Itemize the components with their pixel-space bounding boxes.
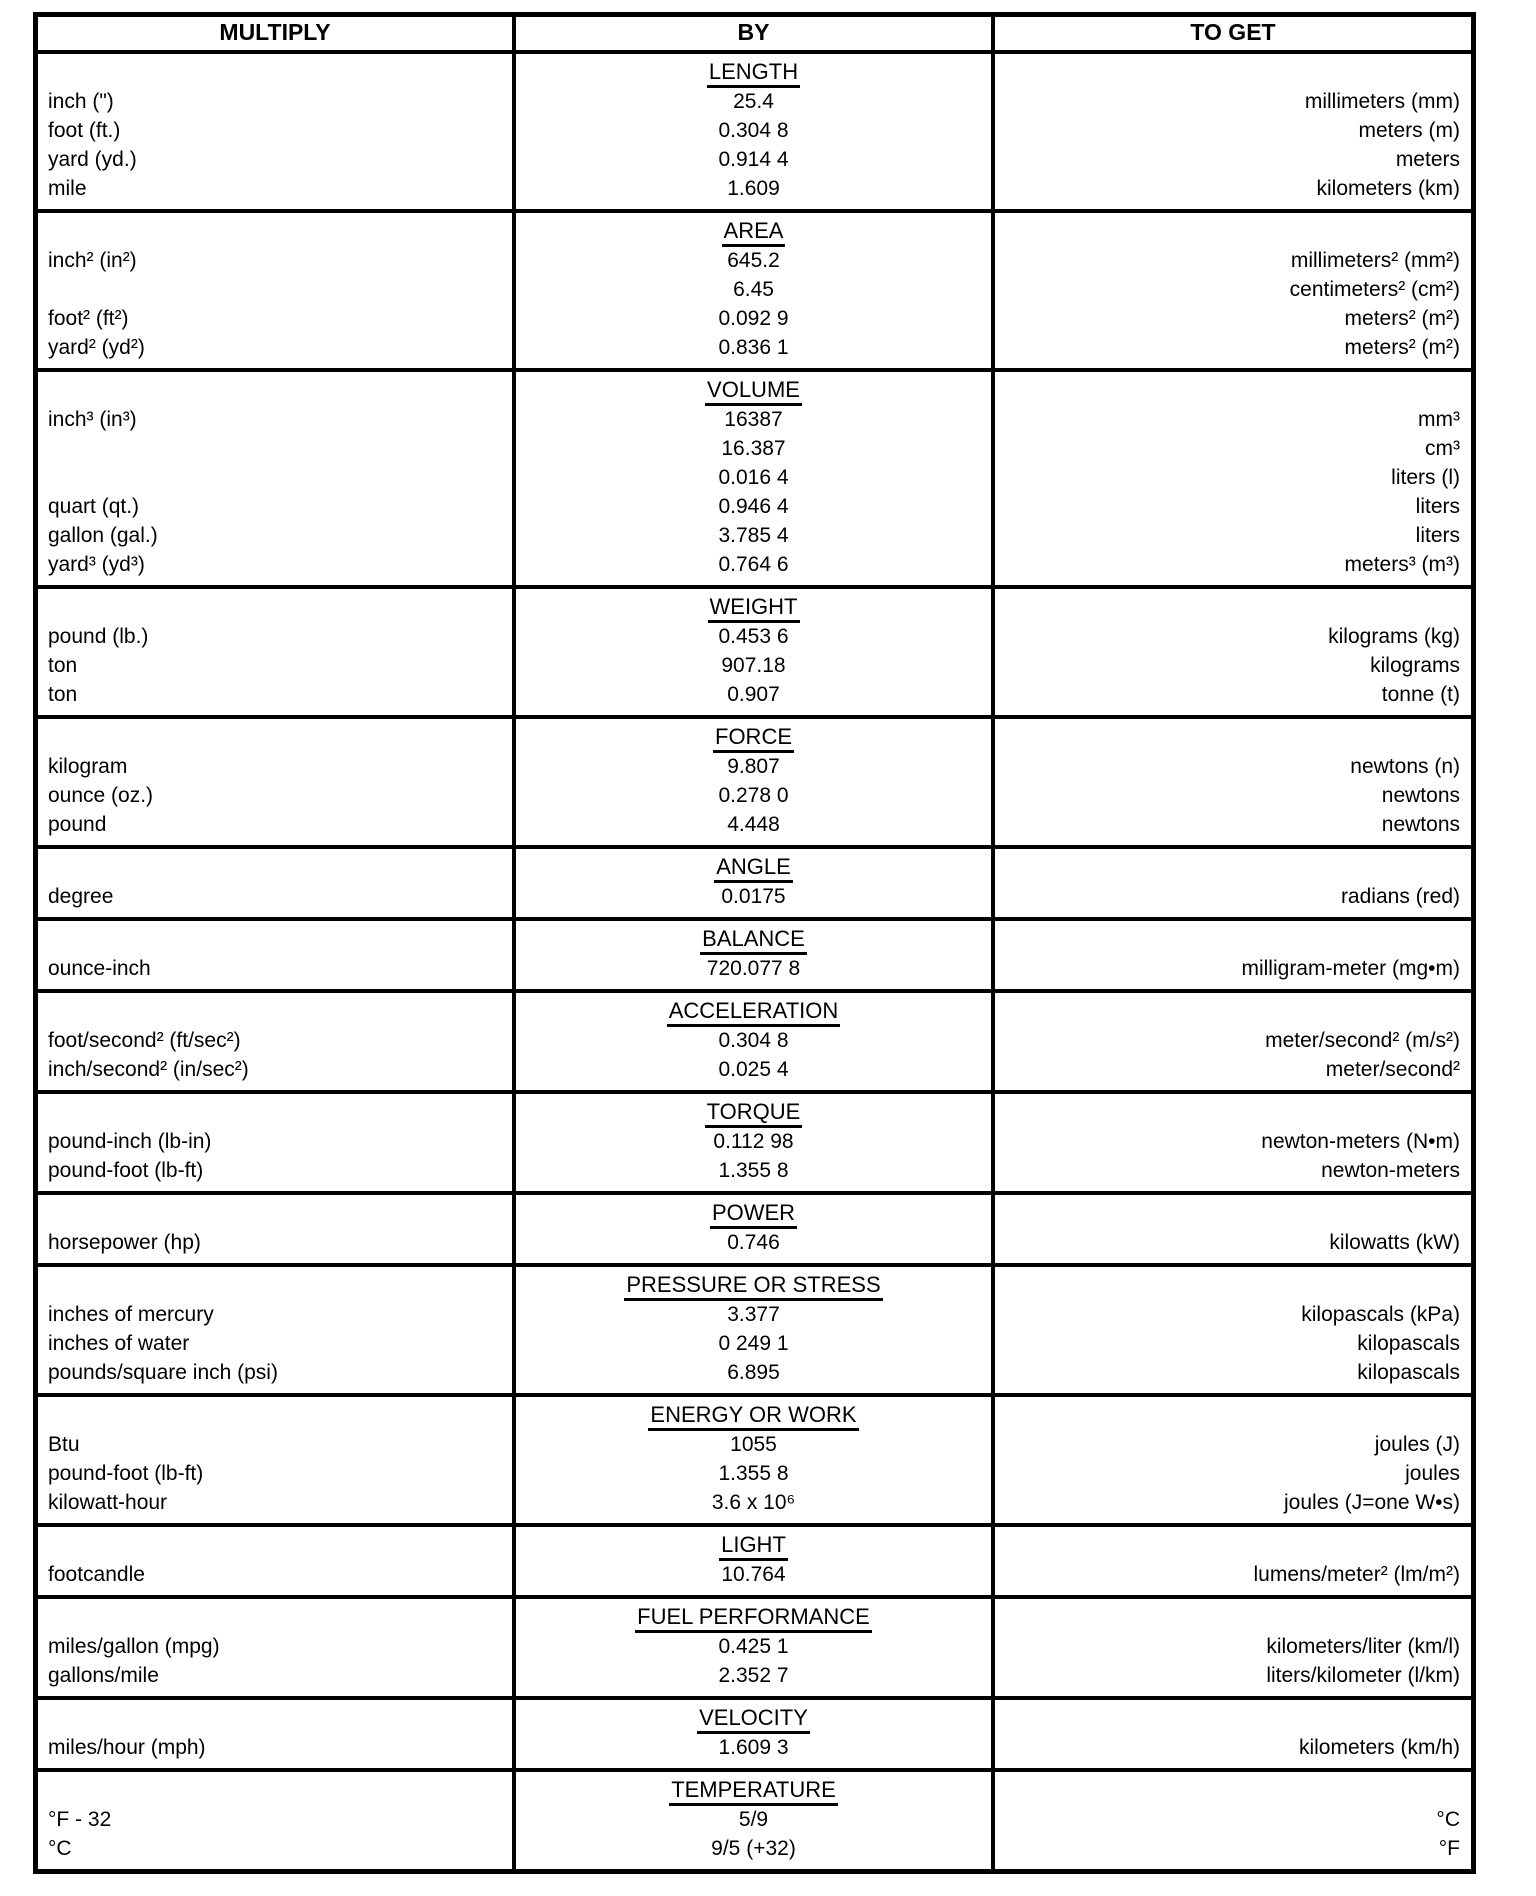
- section-heading-line: [516, 217, 991, 246]
- multiply-cell: °F - 32: [48, 1808, 112, 1831]
- section-area: [38, 209, 1471, 368]
- section-energy-or-work-mid-column: [512, 1397, 995, 1523]
- section-volume-right-column: [995, 372, 1471, 585]
- section-force-mid-column: [512, 719, 995, 845]
- heading-spacer: [48, 1199, 512, 1228]
- to-get-cell: newtons (n): [1350, 755, 1460, 778]
- section-balance-mid-column: [512, 921, 995, 989]
- section-title: BALANCE: [700, 926, 807, 955]
- section-length-mid-column: [512, 54, 995, 209]
- multiply-cell: gallon (gal.): [48, 524, 158, 547]
- to-get-cell: kilopascals: [1357, 1332, 1460, 1355]
- section-light: [38, 1523, 1471, 1595]
- multiply-cell: mile: [48, 177, 87, 200]
- to-get-cell: cm³: [1425, 437, 1460, 460]
- by-cell: 9.807: [727, 755, 780, 778]
- heading-spacer: [48, 1603, 512, 1632]
- section-velocity-mid-column: [512, 1700, 995, 1768]
- section-title: ACCELERATION: [667, 998, 841, 1027]
- to-get-cell: centimeters² (cm²): [1289, 278, 1460, 301]
- section-heading-line: [516, 853, 991, 882]
- section-heading-line: [516, 925, 991, 954]
- by-cell: 3.785 4: [718, 524, 789, 547]
- multiply-cell: kilogram: [48, 755, 128, 778]
- section-title: FORCE: [713, 724, 794, 753]
- multiply-cell: pound-foot (lb-ft): [48, 1159, 204, 1182]
- section-fuel-performance-right-column: [995, 1599, 1471, 1696]
- heading-spacer: [48, 1776, 512, 1805]
- multiply-cell: [48, 434, 512, 463]
- section-title: LIGHT: [719, 1532, 788, 1561]
- section-title: PRESSURE OR STRESS: [624, 1272, 882, 1301]
- section-velocity-right-column: [995, 1700, 1471, 1768]
- section-title: POWER: [710, 1200, 797, 1229]
- section-title: VOLUME: [705, 377, 802, 406]
- section-temperature-left-column: [38, 1772, 512, 1869]
- heading-spacer: [48, 1098, 512, 1127]
- multiply-cell: gallons/mile: [48, 1664, 159, 1687]
- section-force: [38, 715, 1471, 845]
- by-cell: 6.45: [733, 278, 774, 301]
- multiply-cell: foot² (ft²): [48, 307, 129, 330]
- heading-spacer: [48, 723, 512, 752]
- heading-spacer: [48, 853, 512, 882]
- section-area-right-column: [995, 213, 1471, 368]
- by-cell: 6.895: [727, 1361, 780, 1384]
- to-get-cell: kilograms: [1370, 654, 1460, 677]
- section-torque: [38, 1090, 1471, 1191]
- section-title: FUEL PERFORMANCE: [635, 1604, 872, 1633]
- multiply-cell: foot/second² (ft/sec²): [48, 1029, 241, 1052]
- section-pressure-or-stress-mid-column: [512, 1267, 995, 1393]
- by-cell: 0.112 98: [713, 1130, 794, 1153]
- to-get-cell: meter/second² (m/s²): [1265, 1029, 1460, 1052]
- column-header-to-get: TO GET: [1190, 19, 1276, 45]
- heading-spacer: [48, 376, 512, 405]
- multiply-cell: pound: [48, 813, 107, 836]
- table-body: [38, 54, 1471, 1869]
- multiply-cell: pounds/square inch (psi): [48, 1361, 278, 1384]
- section-title: VELOCITY: [697, 1705, 810, 1734]
- section-energy-or-work: [38, 1393, 1471, 1523]
- by-cell: 25.4: [733, 90, 774, 113]
- section-heading-line: [516, 1603, 991, 1632]
- section-title: ENERGY OR WORK: [648, 1402, 858, 1431]
- section-heading-line: [516, 1199, 991, 1228]
- section-angle-mid-column: [512, 849, 995, 917]
- by-cell: 0.0175: [721, 885, 786, 908]
- multiply-cell: inch ("): [48, 90, 114, 113]
- section-power: [38, 1191, 1471, 1263]
- by-cell: 3.6 x 10⁶: [711, 1491, 796, 1514]
- multiply-cell: footcandle: [48, 1563, 145, 1586]
- to-get-cell: kilograms (kg): [1328, 625, 1460, 648]
- section-title: AREA: [722, 218, 786, 247]
- by-cell: 0.946 4: [718, 495, 789, 518]
- multiply-cell: pound (lb.): [48, 625, 149, 648]
- to-get-cell: °C: [1436, 1808, 1460, 1831]
- by-cell: 0.278 0: [718, 784, 789, 807]
- by-cell: 3.377: [727, 1303, 780, 1326]
- heading-spacer: [995, 593, 1460, 622]
- section-acceleration: [38, 989, 1471, 1090]
- to-get-cell: kilometers (km): [1316, 177, 1460, 200]
- section-temperature-mid-column: [512, 1772, 995, 1869]
- multiply-cell: yard² (yd²): [48, 336, 145, 359]
- heading-spacer: [995, 1199, 1460, 1228]
- heading-spacer: [995, 1776, 1460, 1805]
- table-header-row: [38, 17, 1471, 54]
- section-heading-line: [516, 1401, 991, 1430]
- heading-spacer: [48, 58, 512, 87]
- section-acceleration-mid-column: [512, 993, 995, 1090]
- to-get-cell: newton-meters: [1321, 1159, 1460, 1182]
- multiply-cell: inches of water: [48, 1332, 190, 1355]
- section-torque-mid-column: [512, 1094, 995, 1191]
- section-weight: [38, 585, 1471, 715]
- heading-spacer: [48, 1271, 512, 1300]
- to-get-cell: newton-meters (N•m): [1261, 1130, 1460, 1153]
- section-angle-left-column: [38, 849, 512, 917]
- by-cell: 16387: [724, 408, 783, 431]
- to-get-cell: millimeters (mm): [1304, 90, 1460, 113]
- section-area-mid-column: [512, 213, 995, 368]
- section-heading-line: [516, 1098, 991, 1127]
- by-cell: 0.746: [727, 1231, 780, 1254]
- section-velocity: [38, 1696, 1471, 1768]
- to-get-cell: °F: [1438, 1837, 1460, 1860]
- to-get-cell: millimeters² (mm²): [1290, 249, 1460, 272]
- to-get-cell: meters (m): [1358, 119, 1460, 142]
- to-get-cell: meter/second²: [1325, 1058, 1460, 1081]
- section-heading-line: [516, 723, 991, 752]
- multiply-cell: [48, 275, 512, 304]
- by-cell: 1055: [730, 1433, 777, 1456]
- by-cell: 0.016 4: [718, 466, 789, 489]
- section-weight-mid-column: [512, 589, 995, 715]
- multiply-cell: quart (qt.): [48, 495, 140, 518]
- heading-spacer: [995, 58, 1460, 87]
- to-get-cell: tonne (t): [1381, 683, 1460, 706]
- multiply-cell: °C: [48, 1837, 72, 1860]
- column-header-multiply: MULTIPLY: [219, 19, 331, 45]
- to-get-cell: joules (J): [1374, 1433, 1460, 1456]
- by-cell: 1.609 3: [718, 1736, 789, 1759]
- to-get-cell: liters (l): [1391, 466, 1460, 489]
- section-title: TEMPERATURE: [669, 1777, 838, 1806]
- to-get-cell: joules (J=one W•s): [1284, 1491, 1460, 1514]
- to-get-cell: meters³ (m³): [1344, 553, 1460, 576]
- by-cell: 1.355 8: [718, 1159, 789, 1182]
- heading-spacer: [995, 1401, 1460, 1430]
- multiply-cell: yard³ (yd³): [48, 553, 145, 576]
- multiply-cell: ton: [48, 654, 78, 677]
- multiply-cell: Btu: [48, 1433, 80, 1456]
- multiply-cell: inch² (in²): [48, 249, 137, 272]
- multiply-cell: degree: [48, 885, 114, 908]
- heading-spacer: [48, 1401, 512, 1430]
- section-balance-right-column: [995, 921, 1471, 989]
- section-torque-right-column: [995, 1094, 1471, 1191]
- column-header-by: BY: [512, 17, 995, 50]
- section-heading-line: [516, 593, 991, 622]
- section-volume-mid-column: [512, 372, 995, 585]
- section-volume-left-column: [38, 372, 512, 585]
- section-title: ANGLE: [714, 854, 793, 883]
- by-cell: 907.18: [721, 654, 786, 677]
- heading-spacer: [48, 1704, 512, 1733]
- section-fuel-performance-mid-column: [512, 1599, 995, 1696]
- multiply-cell: ounce-inch: [48, 957, 151, 980]
- to-get-cell: kilopascals (kPa): [1301, 1303, 1460, 1326]
- section-weight-right-column: [995, 589, 1471, 715]
- to-get-cell: liters: [1415, 495, 1460, 518]
- to-get-cell: mm³: [1418, 408, 1460, 431]
- multiply-cell: yard (yd.): [48, 148, 137, 171]
- section-fuel-performance: [38, 1595, 1471, 1696]
- multiply-cell: ounce (oz.): [48, 784, 154, 807]
- by-cell: 0.304 8: [718, 119, 789, 142]
- heading-spacer: [995, 1531, 1460, 1560]
- heading-spacer: [995, 376, 1460, 405]
- section-length: [38, 54, 1471, 209]
- section-length-left-column: [38, 54, 512, 209]
- section-title: TORQUE: [705, 1099, 803, 1128]
- section-force-right-column: [995, 719, 1471, 845]
- heading-spacer: [48, 925, 512, 954]
- by-cell: 0.092 9: [718, 307, 789, 330]
- to-get-cell: milligram-meter (mg•m): [1241, 957, 1460, 980]
- heading-spacer: [995, 1098, 1460, 1127]
- to-get-cell: meters² (m²): [1344, 336, 1460, 359]
- multiply-cell: inch/second² (in/sec²): [48, 1058, 249, 1081]
- by-cell: 720.077 8: [706, 957, 801, 980]
- by-cell: 5/9: [738, 1808, 769, 1831]
- to-get-cell: liters/kilometer (l/km): [1266, 1664, 1460, 1687]
- to-get-cell: radians (red): [1340, 885, 1460, 908]
- section-pressure-or-stress: [38, 1263, 1471, 1393]
- by-cell: 0.836 1: [718, 336, 789, 359]
- by-cell: 2.352 7: [718, 1664, 789, 1687]
- heading-spacer: [995, 925, 1460, 954]
- by-cell: 0.907: [727, 683, 780, 706]
- by-cell: 645.2: [727, 249, 780, 272]
- section-weight-left-column: [38, 589, 512, 715]
- section-fuel-performance-left-column: [38, 1599, 512, 1696]
- multiply-cell: inch³ (in³): [48, 408, 137, 431]
- section-heading-line: [516, 376, 991, 405]
- by-cell: 1.609: [727, 177, 780, 200]
- multiply-cell: pound-inch (lb-in): [48, 1130, 212, 1153]
- section-energy-or-work-right-column: [995, 1397, 1471, 1523]
- by-cell: 16.387: [721, 437, 786, 460]
- section-volume: [38, 368, 1471, 585]
- to-get-cell: meters: [1395, 148, 1460, 171]
- by-cell: 0.914 4: [718, 148, 789, 171]
- by-cell: 1.355 8: [718, 1462, 789, 1485]
- section-energy-or-work-left-column: [38, 1397, 512, 1523]
- heading-spacer: [48, 593, 512, 622]
- multiply-cell: [48, 463, 512, 492]
- section-heading-line: [516, 1704, 991, 1733]
- section-heading-line: [516, 1531, 991, 1560]
- multiply-cell: kilowatt-hour: [48, 1491, 168, 1514]
- section-acceleration-right-column: [995, 993, 1471, 1090]
- section-power-right-column: [995, 1195, 1471, 1263]
- multiply-cell: inches of mercury: [48, 1303, 214, 1326]
- heading-spacer: [48, 217, 512, 246]
- to-get-cell: kilometers/liter (km/l): [1266, 1635, 1460, 1658]
- section-acceleration-left-column: [38, 993, 512, 1090]
- section-angle-right-column: [995, 849, 1471, 917]
- section-title: LENGTH: [707, 59, 800, 88]
- section-angle: [38, 845, 1471, 917]
- section-power-mid-column: [512, 1195, 995, 1263]
- section-area-left-column: [38, 213, 512, 368]
- section-temperature-right-column: [995, 1772, 1471, 1869]
- to-get-cell: meters² (m²): [1344, 307, 1460, 330]
- section-temperature: [38, 1768, 1471, 1869]
- section-title: WEIGHT: [708, 594, 800, 623]
- section-heading-line: [516, 1776, 991, 1805]
- multiply-cell: pound-foot (lb-ft): [48, 1462, 204, 1485]
- section-power-left-column: [38, 1195, 512, 1263]
- section-length-right-column: [995, 54, 1471, 209]
- heading-spacer: [48, 997, 512, 1026]
- heading-spacer: [48, 1531, 512, 1560]
- heading-spacer: [995, 1704, 1460, 1733]
- heading-spacer: [995, 217, 1460, 246]
- to-get-cell: kilometers (km/h): [1298, 1736, 1460, 1759]
- section-balance: [38, 917, 1471, 989]
- heading-spacer: [995, 853, 1460, 882]
- multiply-cell: ton: [48, 683, 78, 706]
- to-get-cell: joules: [1405, 1462, 1460, 1485]
- heading-spacer: [995, 723, 1460, 752]
- by-cell: 10.764: [721, 1563, 786, 1586]
- by-cell: 0.425 1: [718, 1635, 789, 1658]
- section-light-mid-column: [512, 1527, 995, 1595]
- section-balance-left-column: [38, 921, 512, 989]
- to-get-cell: kilowatts (kW): [1329, 1231, 1460, 1254]
- by-cell: 4.448: [727, 813, 780, 836]
- by-cell: 9/5 (+32): [711, 1837, 796, 1860]
- section-pressure-or-stress-left-column: [38, 1267, 512, 1393]
- by-cell: 0.025 4: [718, 1058, 789, 1081]
- section-light-right-column: [995, 1527, 1471, 1595]
- heading-spacer: [995, 1271, 1460, 1300]
- section-light-left-column: [38, 1527, 512, 1595]
- by-cell: 0.764 6: [718, 553, 789, 576]
- multiply-cell: miles/hour (mph): [48, 1736, 206, 1759]
- to-get-cell: liters: [1415, 524, 1460, 547]
- section-heading-line: [516, 997, 991, 1026]
- by-cell: 0.304 8: [718, 1029, 789, 1052]
- heading-spacer: [995, 1603, 1460, 1632]
- multiply-cell: foot (ft.): [48, 119, 121, 142]
- section-velocity-left-column: [38, 1700, 512, 1768]
- section-force-left-column: [38, 719, 512, 845]
- section-pressure-or-stress-right-column: [995, 1267, 1471, 1393]
- section-torque-left-column: [38, 1094, 512, 1191]
- section-heading-line: [516, 58, 991, 87]
- to-get-cell: kilopascals: [1357, 1361, 1460, 1384]
- heading-spacer: [995, 997, 1460, 1026]
- section-heading-line: [516, 1271, 991, 1300]
- multiply-cell: miles/gallon (mpg): [48, 1635, 220, 1658]
- by-cell: 0 249 1: [718, 1332, 789, 1355]
- conversion-table: [33, 12, 1476, 1874]
- to-get-cell: newtons: [1381, 784, 1460, 807]
- to-get-cell: lumens/meter² (lm/m²): [1253, 1563, 1460, 1586]
- by-cell: 0.453 6: [718, 625, 789, 648]
- to-get-cell: newtons: [1381, 813, 1460, 836]
- multiply-cell: horsepower (hp): [48, 1231, 201, 1254]
